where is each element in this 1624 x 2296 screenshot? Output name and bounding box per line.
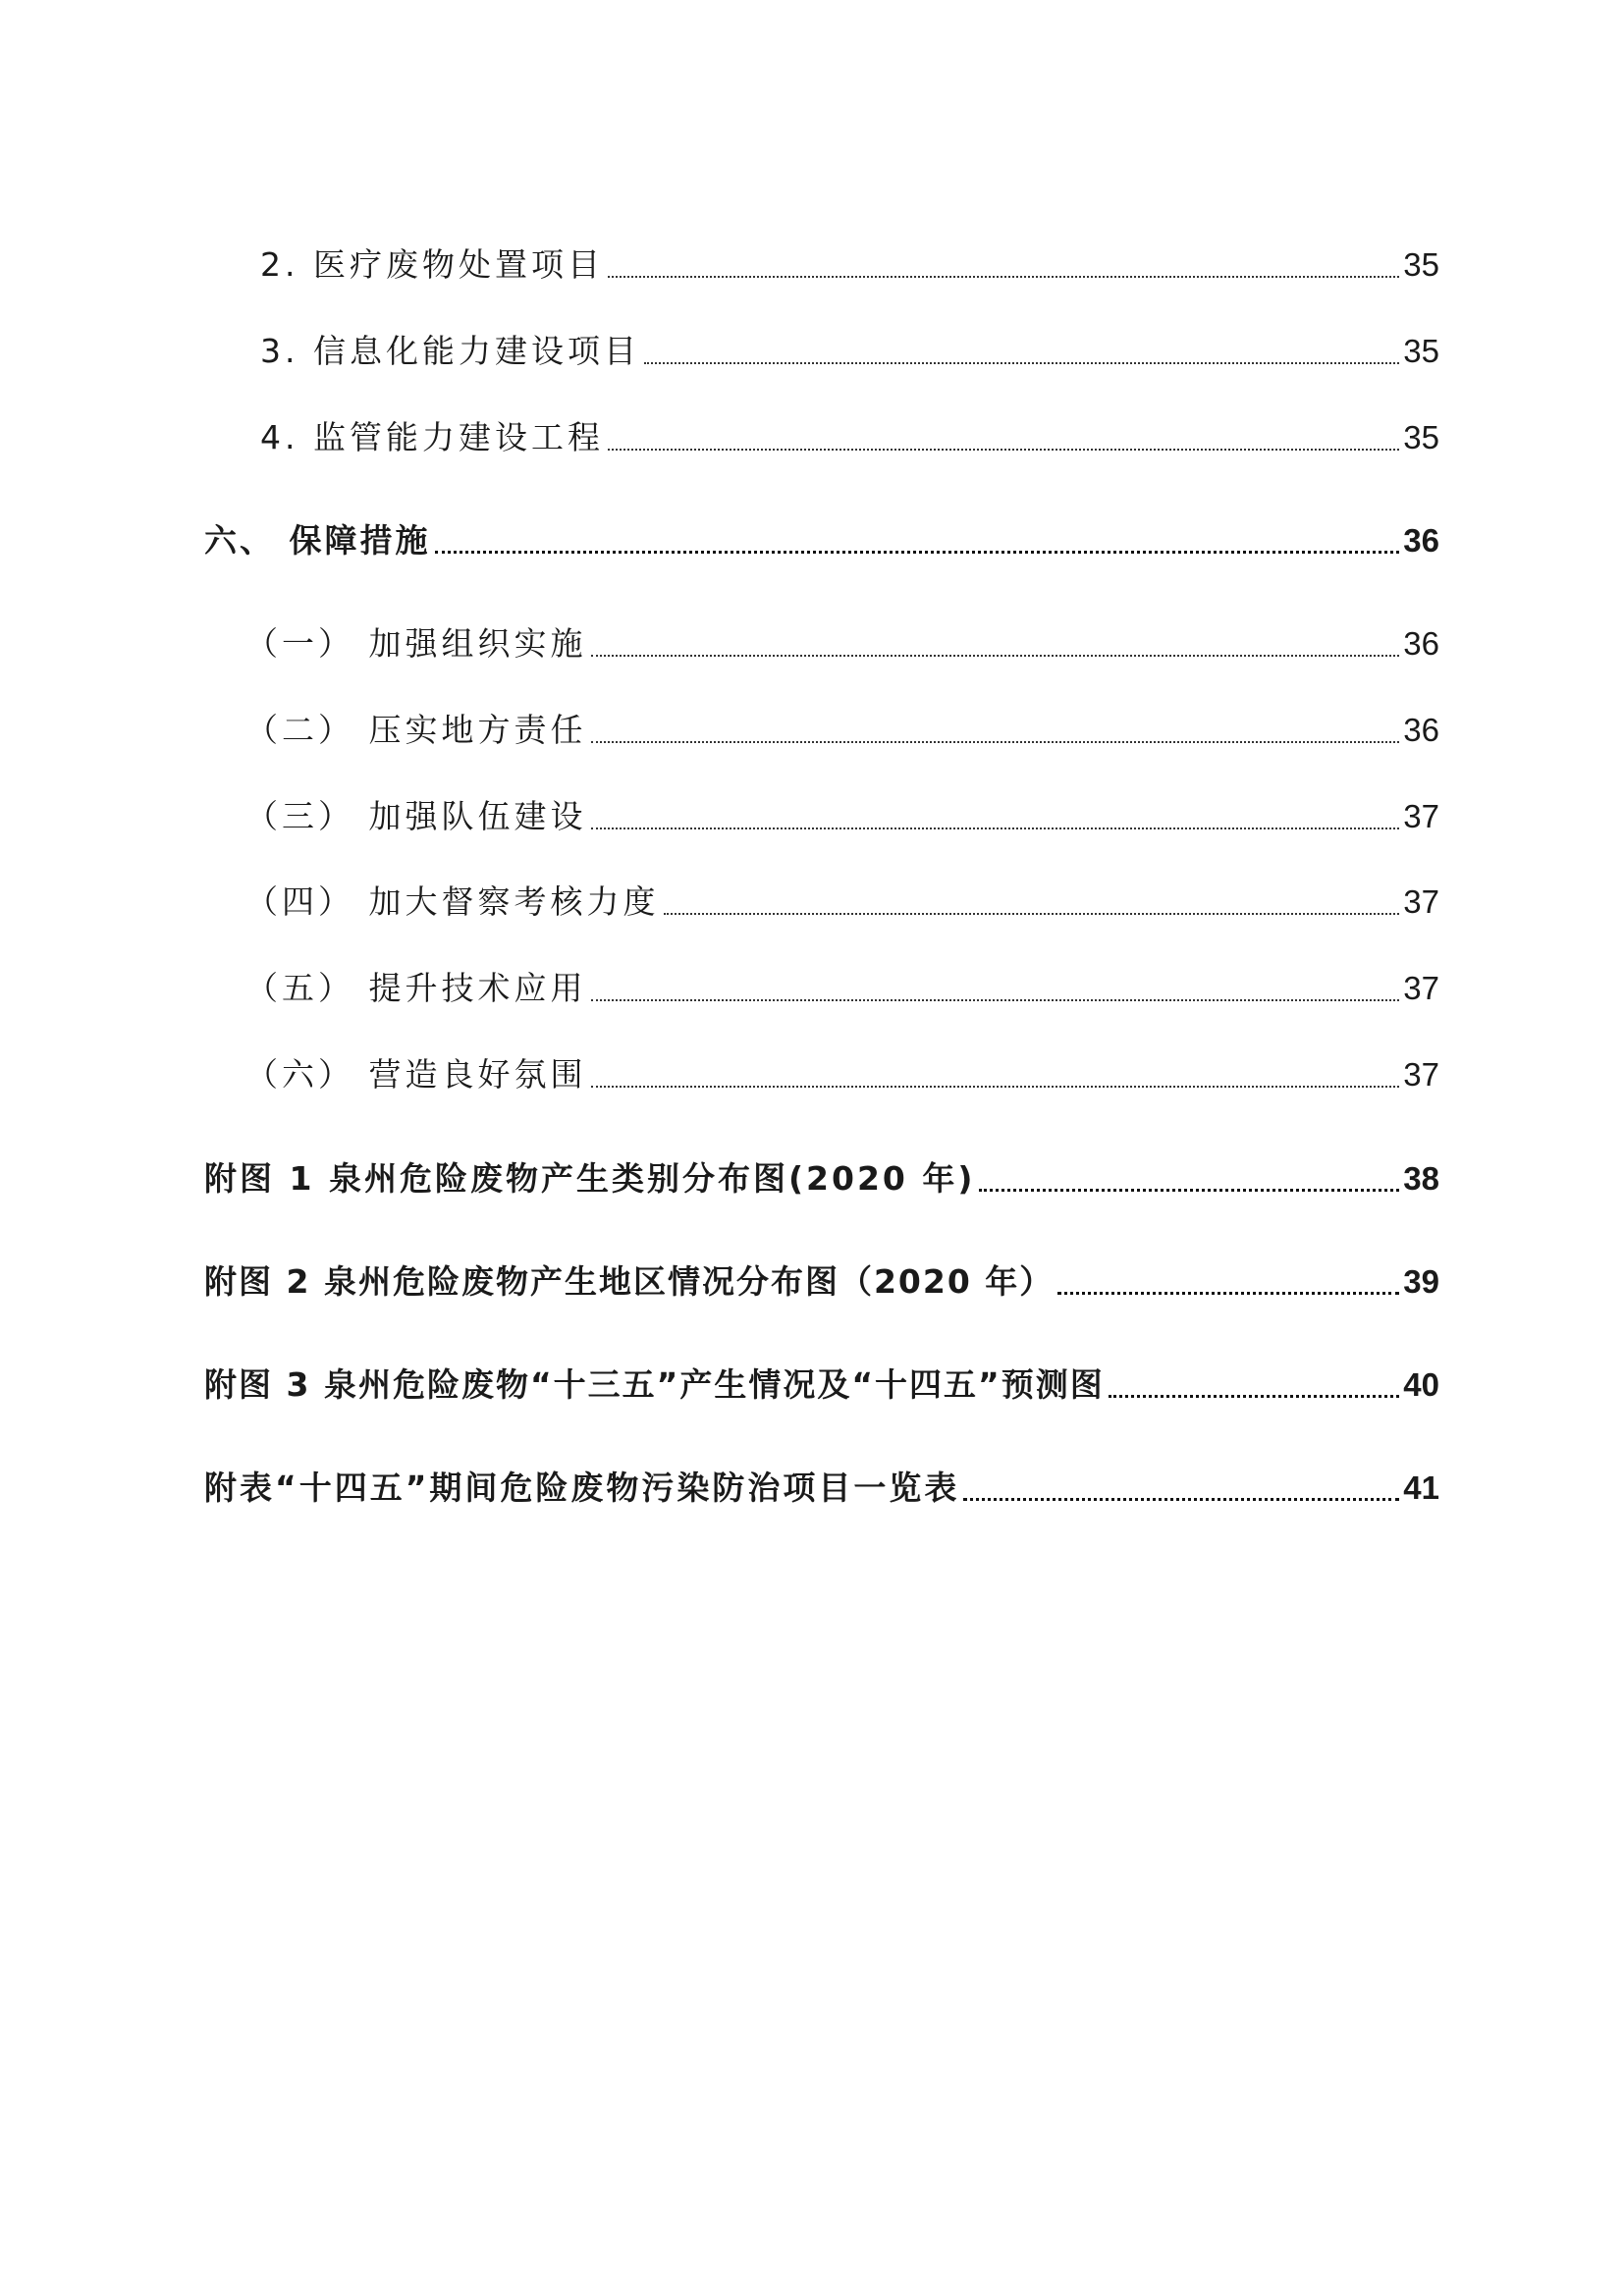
toc-dot-leader — [963, 1498, 1399, 1501]
toc-entry-team-building[interactable] — [0, 779, 1624, 838]
toc-entry-appendix-figure-2[interactable] — [0, 1245, 1624, 1304]
toc-entry-label: （三） 加强队伍建设 — [245, 797, 587, 835]
toc-page-number: 41 — [1403, 1469, 1439, 1506]
toc-entry-appendix-figure-1[interactable] — [0, 1142, 1624, 1201]
toc-page-number: 40 — [1403, 1366, 1439, 1403]
toc-entry-label: 4. 监管能力建设工程 — [260, 418, 604, 456]
toc-entry-label: （六） 营造良好氛围 — [245, 1055, 587, 1094]
toc-dot-leader — [979, 1189, 1399, 1192]
toc-entry-label: 附图 2 泉州危险废物产生地区情况分布图（2020 年） — [204, 1262, 1055, 1301]
toc-entry-appendix-table[interactable] — [0, 1451, 1624, 1510]
toc-entry-medical-waste-project[interactable] — [0, 228, 1624, 287]
toc-page-number: 35 — [1403, 419, 1439, 455]
toc-dot-leader — [591, 655, 1400, 657]
toc-entry-label: 附图 3 泉州危险废物“十三五”产生情况及“十四五”预测图 — [204, 1365, 1105, 1404]
toc-dot-leader — [591, 1086, 1400, 1088]
toc-entry-safeguard-measures[interactable] — [0, 504, 1624, 562]
toc-entry-label: 2. 医疗废物处置项目 — [260, 245, 604, 284]
toc-entry-label: （二） 压实地方责任 — [245, 711, 587, 749]
toc-entry-appendix-figure-3[interactable] — [0, 1348, 1624, 1407]
toc-entry-supervision-capacity[interactable] — [0, 400, 1624, 459]
toc-page-number: 36 — [1403, 712, 1439, 748]
toc-entry-organization[interactable] — [0, 607, 1624, 666]
toc-entry-informatization-project[interactable] — [0, 314, 1624, 373]
toc-page-number: 37 — [1403, 1056, 1439, 1093]
toc-dot-leader — [608, 276, 1399, 278]
toc-page-number: 35 — [1403, 246, 1439, 283]
toc-dot-leader — [591, 741, 1400, 743]
toc-dot-leader — [591, 999, 1400, 1001]
toc-entry-label: （五） 提升技术应用 — [245, 969, 587, 1007]
toc-entry-label: 附表“十四五”期间危险废物污染防治项目一览表 — [204, 1468, 960, 1507]
toc-page-number: 37 — [1403, 798, 1439, 834]
toc-entry-inspection-assessment[interactable] — [0, 865, 1624, 924]
toc-dot-leader — [1109, 1395, 1400, 1398]
toc-page-number: 38 — [1403, 1160, 1439, 1197]
toc-dot-leader — [664, 913, 1400, 915]
toc-page-number: 37 — [1403, 883, 1439, 920]
toc-page-number: 37 — [1403, 970, 1439, 1006]
toc-entry-label: 六、 保障措施 — [204, 521, 431, 560]
toc-page-number: 36 — [1403, 522, 1439, 559]
toc-dot-leader — [591, 828, 1400, 829]
toc-entry-label: （四） 加大督察考核力度 — [245, 882, 660, 921]
toc-dot-leader — [435, 551, 1400, 554]
toc-page-number: 39 — [1403, 1263, 1439, 1300]
toc-entry-technology-application[interactable] — [0, 951, 1624, 1010]
toc-dot-leader — [1057, 1292, 1399, 1295]
toc-entry-local-responsibility[interactable] — [0, 693, 1624, 752]
toc-entry-label: 3. 信息化能力建设项目 — [260, 332, 640, 370]
toc-dot-leader — [608, 449, 1399, 451]
toc-page-number: 36 — [1403, 625, 1439, 662]
toc-entry-label: 附图 1 泉州危险废物产生类别分布图(2020 年) — [204, 1159, 976, 1198]
toc-dot-leader — [644, 362, 1399, 364]
toc-page-number: 35 — [1403, 333, 1439, 369]
toc-entry-label: （一） 加强组织实施 — [245, 624, 587, 663]
toc-entry-atmosphere[interactable] — [0, 1038, 1624, 1096]
